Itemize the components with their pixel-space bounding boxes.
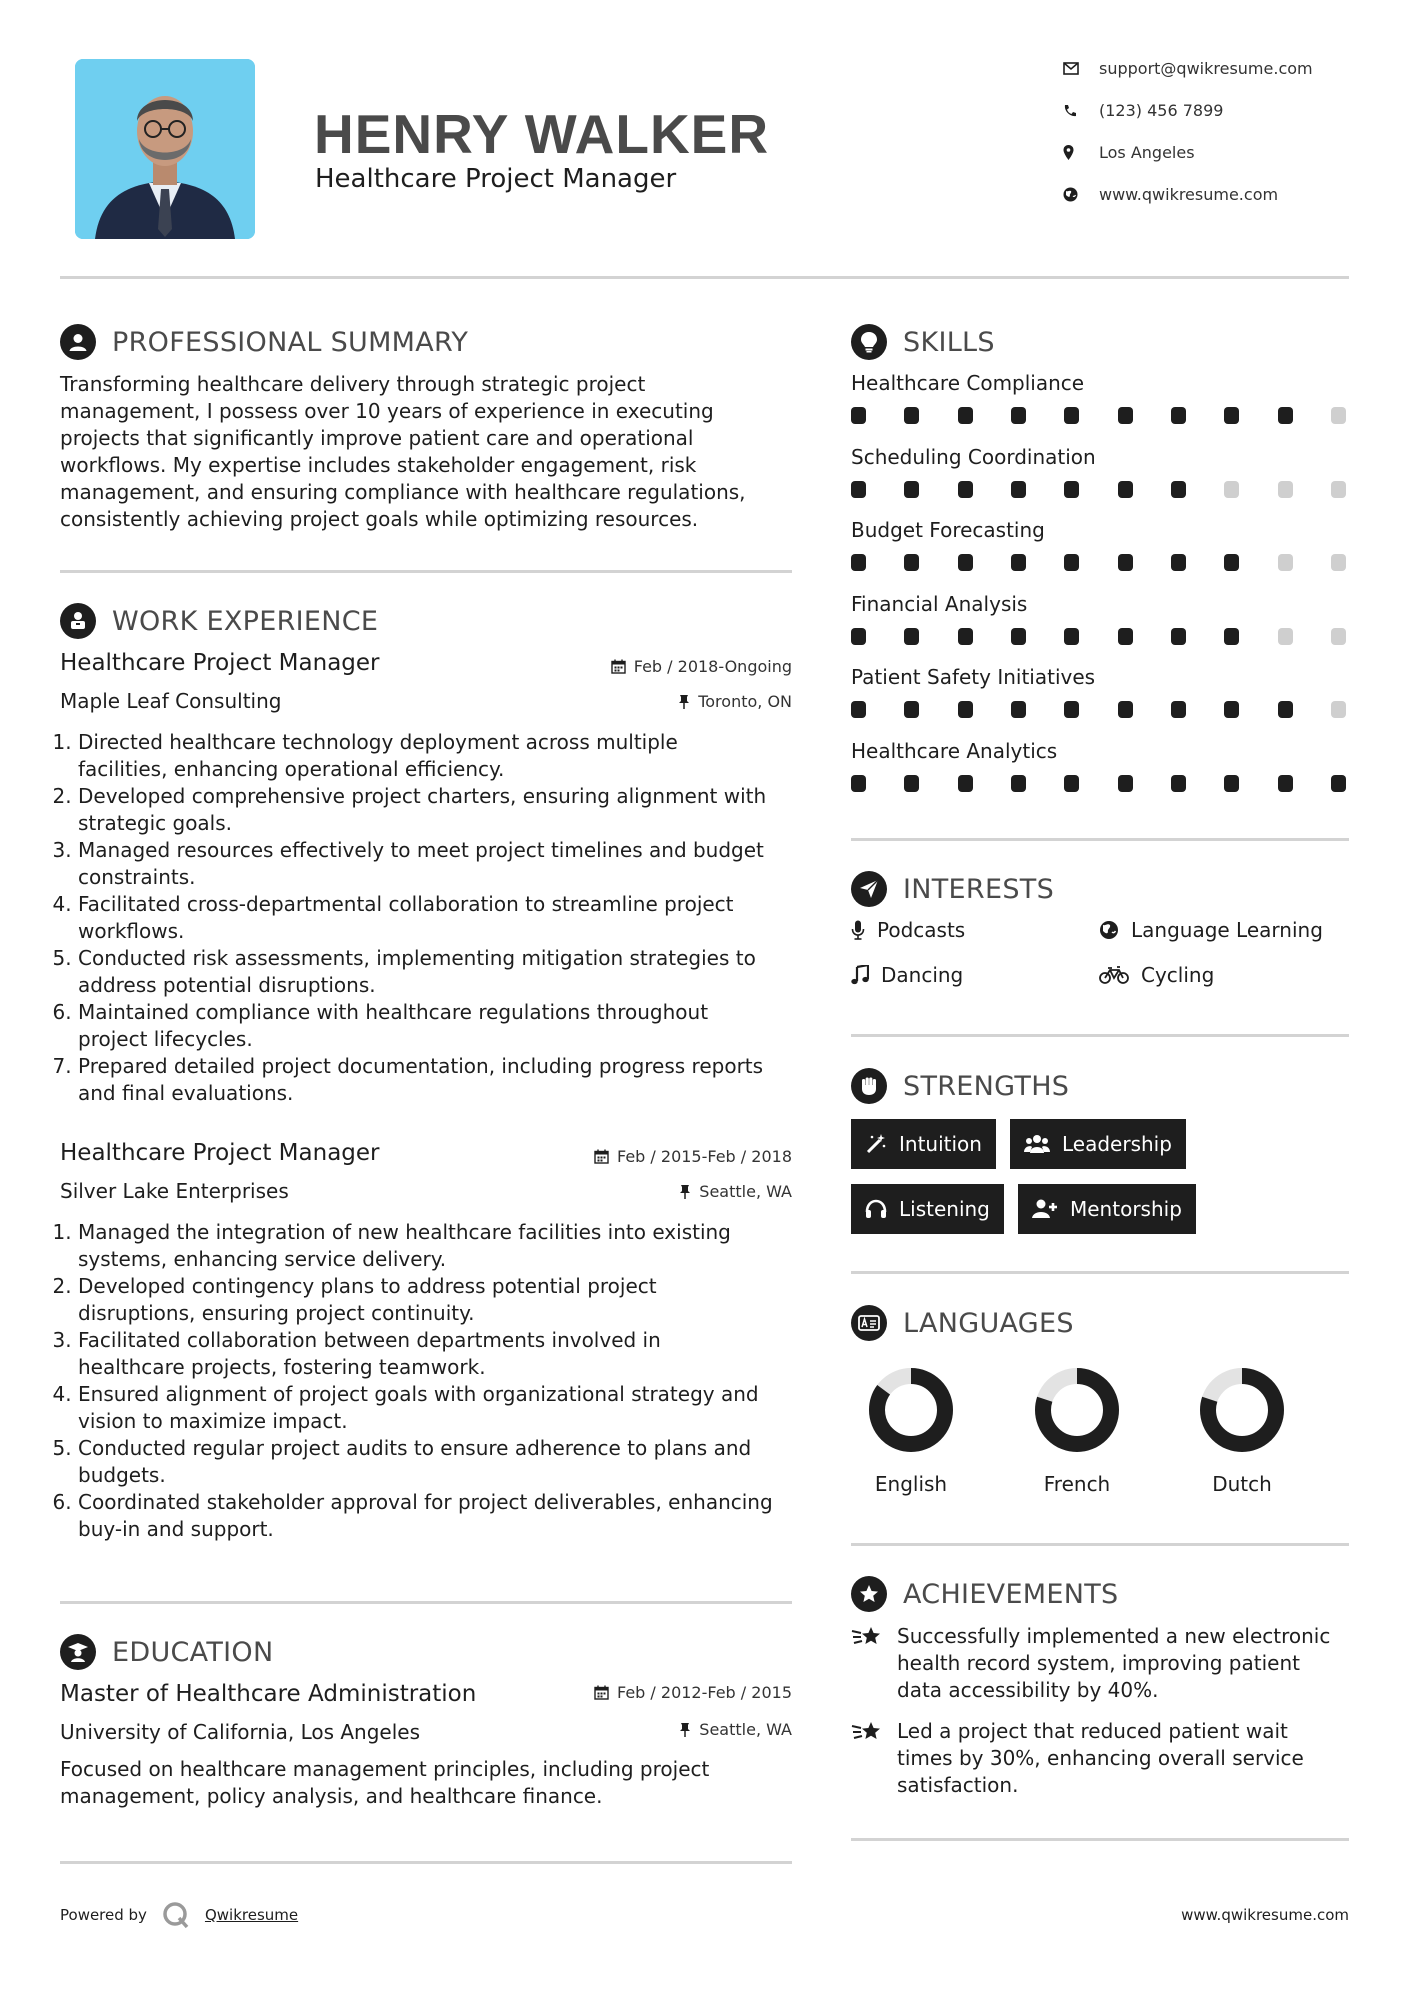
contact-location bbox=[1063, 143, 1195, 162]
rating-dot-empty bbox=[1278, 628, 1293, 645]
headphones-icon bbox=[865, 1199, 887, 1219]
rating-dot-filled bbox=[1064, 407, 1079, 424]
rating-dot-filled bbox=[1171, 775, 1186, 792]
list-item: 1. Directed healthcare technology deployment across multiple facilities, enhancing operational efficiency. bbox=[78, 729, 805, 783]
rating-dot-filled bbox=[1011, 554, 1026, 571]
rating-dot-filled bbox=[1224, 407, 1239, 424]
rating-dot-empty bbox=[1278, 481, 1293, 498]
interest-item-cycling: Cycling bbox=[1099, 963, 1214, 987]
rating-dot-empty bbox=[1331, 554, 1346, 571]
envelope-icon bbox=[1063, 62, 1099, 75]
contact-phone[interactable] bbox=[1063, 101, 1223, 120]
job-1-location: Toronto, ON bbox=[678, 692, 792, 711]
job-2-location: Seattle, WA bbox=[679, 1182, 792, 1201]
rating-dot-filled bbox=[851, 407, 866, 424]
job-2-role: Healthcare Project Manager bbox=[60, 1140, 380, 1166]
skill-name: Healthcare Compliance bbox=[851, 371, 1085, 395]
rating-dot-filled bbox=[1171, 407, 1186, 424]
rating-dot-filled bbox=[1011, 701, 1026, 718]
interest-item-language-learning: Language Learning bbox=[1099, 918, 1323, 942]
users-icon bbox=[1024, 1134, 1050, 1154]
calendar-icon bbox=[594, 1149, 609, 1164]
skill-name: Financial Analysis bbox=[851, 591, 1028, 616]
experience-heading: WORK EXPERIENCE bbox=[60, 603, 378, 639]
pushpin-icon bbox=[678, 694, 690, 709]
skill-item bbox=[851, 371, 1351, 445]
star-badge-icon bbox=[851, 1576, 887, 1612]
fist-icon bbox=[851, 1068, 887, 1104]
rating-dot-filled bbox=[1064, 628, 1079, 645]
calendar-icon bbox=[611, 659, 626, 674]
bicycle-icon bbox=[1099, 966, 1129, 984]
location-text: Los Angeles bbox=[1099, 143, 1195, 162]
rating-dot-filled bbox=[1118, 775, 1133, 792]
shooting-star-icon bbox=[851, 1625, 883, 1651]
rating-dot-empty bbox=[1224, 481, 1239, 498]
contact-email[interactable] bbox=[1063, 59, 1313, 78]
list-item: 1. Managed the integration of new healthcare facilities into existing systems, enhancing service delivery. bbox=[78, 1219, 805, 1273]
rating-dot-filled bbox=[1118, 407, 1133, 424]
skill-rating bbox=[851, 701, 1346, 718]
list-item: 2. Developed contingency plans to address potential project disruptions, ensuring project continuity. bbox=[78, 1273, 805, 1327]
skill-rating bbox=[851, 628, 1346, 645]
achievements-divider bbox=[851, 1838, 1349, 1841]
rating-dot-empty bbox=[1331, 701, 1346, 718]
rating-dot-filled bbox=[958, 628, 973, 645]
rating-dot-filled bbox=[1064, 554, 1079, 571]
list-item: 4. Ensured alignment of project goals with organizational strategy and vision to maximize impact. bbox=[78, 1381, 805, 1435]
briefcase-user-icon bbox=[60, 603, 96, 639]
rating-dot-filled bbox=[851, 701, 866, 718]
education-location: Seattle, WA bbox=[679, 1720, 792, 1739]
rating-dot-filled bbox=[1224, 554, 1239, 571]
summary-text: Transforming healthcare delivery through strategic project management, I possess over 10 years of experience in executing projects that significantly improve patient care and operational workflows. My expertise includes stakeholder engagement, risk management, and ensuring compliance with healthcare regulations, consistently achieving project goals while optimizing resources. bbox=[60, 372, 746, 531]
rating-dot-filled bbox=[1118, 481, 1133, 498]
rating-dot-filled bbox=[1224, 628, 1239, 645]
globe-icon bbox=[1099, 920, 1119, 940]
rating-dot-filled bbox=[851, 481, 866, 498]
rating-dot-filled bbox=[904, 481, 919, 498]
header-divider bbox=[60, 276, 1349, 279]
pushpin-icon bbox=[679, 1184, 691, 1199]
rating-dot-filled bbox=[851, 628, 866, 645]
skill-item bbox=[851, 592, 1351, 666]
list-item: 5. Conducted risk assessments, implementing mitigation strategies to address potential disruptions. bbox=[78, 945, 805, 999]
education-degree: Master of Healthcare Administration bbox=[60, 1681, 477, 1707]
rating-dot-filled bbox=[1278, 701, 1293, 718]
language-name: English bbox=[874, 1472, 948, 1496]
list-item: 3. Facilitated collaboration between departments involved in healthcare projects, fostering teamwork. bbox=[78, 1327, 805, 1381]
education-school: University of California, Los Angeles bbox=[60, 1720, 421, 1744]
summary-divider bbox=[60, 570, 792, 573]
skill-item bbox=[851, 665, 1351, 739]
rating-dot-empty bbox=[1331, 628, 1346, 645]
achievement-item-1: Successfully implemented a new electronic health record system, improving patient data accessibility by 40%. bbox=[851, 1623, 1351, 1704]
rating-dot-filled bbox=[958, 554, 973, 571]
rating-dot-filled bbox=[958, 775, 973, 792]
job-2-company: Silver Lake Enterprises bbox=[60, 1179, 289, 1203]
skill-name: Scheduling Coordination bbox=[851, 444, 1096, 469]
job-1-dates: Feb / 2018-Ongoing bbox=[611, 657, 792, 676]
list-item: 7. Prepared detailed project documentation, including progress reports and final evaluations. bbox=[78, 1053, 805, 1107]
language-name: Dutch bbox=[1212, 1472, 1272, 1496]
rating-dot-filled bbox=[958, 701, 973, 718]
strengths-divider bbox=[851, 1271, 1349, 1274]
rating-dot-filled bbox=[1118, 701, 1133, 718]
music-note-icon bbox=[851, 965, 869, 985]
rating-dot-filled bbox=[1011, 628, 1026, 645]
skill-name: Budget Forecasting bbox=[851, 518, 1045, 542]
rating-dot-filled bbox=[1064, 701, 1079, 718]
rating-dot-filled bbox=[851, 775, 866, 792]
summary-heading: PROFESSIONAL SUMMARY bbox=[60, 324, 468, 360]
list-item: 6. Coordinated stakeholder approval for project deliverables, enhancing buy-in and support. bbox=[78, 1489, 805, 1543]
interest-item-podcasts: Podcasts bbox=[851, 918, 965, 942]
skills-divider bbox=[851, 838, 1349, 841]
footer-website[interactable]: www.qwikresume.com bbox=[1181, 1906, 1349, 1924]
skill-rating bbox=[851, 554, 1346, 571]
strength-tag-leadership: Leadership bbox=[1010, 1119, 1186, 1169]
skill-rating bbox=[851, 407, 1346, 424]
email-text: support@qwikresume.com bbox=[1099, 59, 1313, 78]
rating-dot-filled bbox=[1171, 628, 1186, 645]
languages-list bbox=[851, 1360, 1351, 1510]
strengths-heading: STRENGTHS bbox=[851, 1068, 1069, 1104]
interests-divider bbox=[851, 1034, 1349, 1037]
experience-divider bbox=[60, 1601, 792, 1604]
skill-name: Patient Safety Initiatives bbox=[851, 665, 1096, 689]
contact-website[interactable] bbox=[1063, 185, 1278, 204]
skill-rating bbox=[851, 775, 1346, 792]
language-icon bbox=[851, 1305, 887, 1341]
skill-item bbox=[851, 445, 1351, 519]
microphone-icon bbox=[851, 920, 865, 940]
rating-dot-filled bbox=[1171, 554, 1186, 571]
rating-dot-empty bbox=[1278, 554, 1293, 571]
education-description: Focused on healthcare management principles, including project management, policy analysis, and healthcare finance. bbox=[60, 1757, 710, 1808]
education-dates: Feb / 2012-Feb / 2015 bbox=[594, 1683, 792, 1702]
language-proficiency-ring bbox=[1182, 1360, 1302, 1456]
rating-dot-filled bbox=[904, 701, 919, 718]
rating-dot-filled bbox=[1278, 775, 1293, 792]
candidate-name: HENRY WALKER bbox=[314, 103, 770, 165]
rating-dot-filled bbox=[1118, 628, 1133, 645]
job-2-duties bbox=[60, 1219, 805, 1543]
rating-dot-filled bbox=[1224, 775, 1239, 792]
rating-dot-filled bbox=[1331, 775, 1346, 792]
job-1-company: Maple Leaf Consulting bbox=[60, 689, 282, 713]
list-item: 3. Managed resources effectively to meet project timelines and budget constraints. bbox=[78, 837, 805, 891]
education-heading: EDUCATION bbox=[60, 1634, 273, 1670]
strength-tag-intuition: Intuition bbox=[851, 1119, 996, 1169]
list-item: 5. Conducted regular project audits to ensure adherence to plans and budgets. bbox=[78, 1435, 805, 1489]
website-text: www.qwikresume.com bbox=[1099, 185, 1279, 204]
magic-wand-icon bbox=[865, 1133, 887, 1155]
rating-dot-filled bbox=[1278, 407, 1293, 424]
profile-photo bbox=[75, 59, 255, 239]
skill-item bbox=[851, 739, 1351, 813]
skill-item bbox=[851, 518, 1351, 592]
rating-dot-filled bbox=[1064, 775, 1079, 792]
globe-icon bbox=[1063, 187, 1099, 202]
rating-dot-filled bbox=[958, 407, 973, 424]
rating-dot-filled bbox=[1171, 481, 1186, 498]
skills-list bbox=[851, 371, 1351, 812]
strength-tag-listening: Listening bbox=[851, 1184, 1004, 1234]
rating-dot-filled bbox=[1118, 554, 1133, 571]
candidate-title: Healthcare Project Manager bbox=[315, 164, 677, 194]
rating-dot-filled bbox=[1011, 481, 1026, 498]
rating-dot-filled bbox=[904, 407, 919, 424]
language-name: French bbox=[1043, 1472, 1111, 1496]
interests-heading: INTERESTS bbox=[851, 871, 1054, 907]
language-item bbox=[1017, 1360, 1137, 1496]
job-1-duties bbox=[60, 729, 805, 1107]
rating-dot-filled bbox=[1171, 701, 1186, 718]
footer-brand-link[interactable]: Qwikresume bbox=[204, 1906, 299, 1924]
qwikresume-logo-icon bbox=[161, 1900, 191, 1930]
rating-dot-filled bbox=[904, 775, 919, 792]
language-item bbox=[851, 1360, 971, 1496]
skill-name: Healthcare Analytics bbox=[851, 738, 1058, 763]
language-proficiency-ring bbox=[851, 1360, 971, 1456]
list-item: 2. Developed comprehensive project charters, ensuring alignment with strategic goals. bbox=[78, 783, 805, 837]
list-item: 6. Maintained compliance with healthcare regulations throughout project lifecycles. bbox=[78, 999, 805, 1053]
rating-dot-filled bbox=[904, 554, 919, 571]
rating-dot-filled bbox=[1064, 481, 1079, 498]
achievement-item-2: Led a project that reduced patient wait times by 30%, enhancing overall service satisfaction. bbox=[851, 1718, 1351, 1799]
rating-dot-filled bbox=[851, 554, 866, 571]
graduate-icon bbox=[60, 1634, 96, 1670]
rating-dot-filled bbox=[1011, 407, 1026, 424]
language-item bbox=[1182, 1360, 1302, 1496]
paper-plane-icon bbox=[851, 871, 887, 907]
rating-dot-filled bbox=[1224, 701, 1239, 718]
list-item: 4. Facilitated cross-departmental collaboration to streamline project workflows. bbox=[78, 891, 805, 945]
skills-heading: SKILLS bbox=[851, 324, 995, 360]
job-2-dates: Feb / 2015-Feb / 2018 bbox=[594, 1147, 792, 1166]
pushpin-icon bbox=[679, 1722, 691, 1737]
education-divider bbox=[60, 1861, 792, 1864]
user-icon bbox=[60, 324, 96, 360]
interest-item-dancing: Dancing bbox=[851, 963, 963, 987]
phone-text: (123) 456 7899 bbox=[1099, 101, 1224, 120]
job-1-role: Healthcare Project Manager bbox=[60, 650, 380, 676]
rating-dot-empty bbox=[1331, 481, 1346, 498]
rating-dot-filled bbox=[958, 481, 973, 498]
achievements-heading: ACHIEVEMENTS bbox=[851, 1576, 1119, 1612]
language-proficiency-ring bbox=[1017, 1360, 1137, 1456]
calendar-icon bbox=[594, 1685, 609, 1700]
user-plus-icon bbox=[1032, 1199, 1058, 1219]
rating-dot-empty bbox=[1331, 407, 1346, 424]
phone-icon bbox=[1063, 104, 1099, 118]
strength-tag-mentorship: Mentorship bbox=[1018, 1184, 1196, 1234]
rating-dot-filled bbox=[904, 628, 919, 645]
skill-rating bbox=[851, 481, 1346, 498]
lightbulb-icon bbox=[851, 324, 887, 360]
footer-powered-by: Powered by Qwikresume bbox=[60, 1900, 298, 1930]
rating-dot-filled bbox=[1011, 775, 1026, 792]
map-pin-icon bbox=[1063, 145, 1099, 160]
languages-heading: LANGUAGES bbox=[851, 1305, 1074, 1341]
languages-divider bbox=[851, 1543, 1349, 1546]
shooting-star-icon bbox=[851, 1720, 883, 1746]
